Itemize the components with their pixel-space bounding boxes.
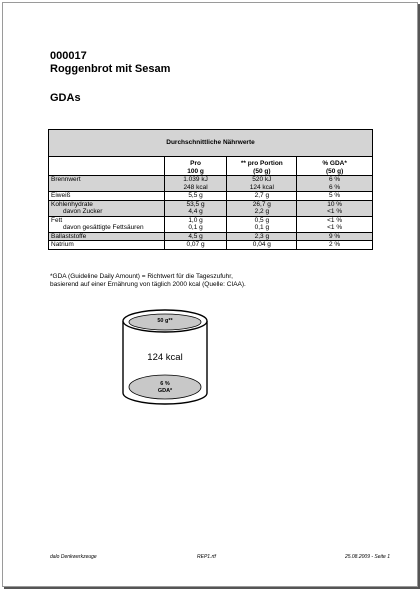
gda-portion-label: 50 g** <box>157 318 173 324</box>
gda-percent: 6 % GDA* <box>157 381 173 394</box>
footnote: *GDA (Guideline Daily Amount) = Richtwert für die Tageszufuhr, basierend auf einer Ernährung von täglich 2000 kcal (Quelle: CIAA). <box>50 273 246 288</box>
table-row: Eiweiß 5,5 g 2,7 g 5 % <box>49 192 373 201</box>
column-header-gda: % GDA* (50 g) <box>297 157 373 176</box>
table-row: Ballaststoffe 4,5 g 2,3 g 9 % <box>49 232 373 241</box>
document-title: Roggenbrot mit Sesam <box>50 63 171 75</box>
nutrition-table <box>48 129 373 250</box>
column-header-nutrient <box>49 157 165 176</box>
table-row: Natrium 0,07 g 0,04 g 2 % <box>49 241 373 250</box>
footer-filename: REP1.rtf <box>197 554 216 560</box>
gda-kcal-value: 124 kcal <box>147 352 183 363</box>
table-row: Brennwert 1.039 kJ 248 kcal 520 kJ 124 kcal 6 % 6 % <box>49 176 373 192</box>
table-row: Kohlenhydrate davon Zucker 53,5 g 4,4 g 26,7 g 2,2 g 10 % <1 % <box>49 200 373 216</box>
footer-company: dalo Denkwerkzeuge <box>50 554 97 560</box>
column-header-row <box>49 157 373 176</box>
table-row: Fett davon gesättigte Fettsäuren 1,0 g 0,1 g 0,5 g 0,1 g <1 % <1 % <box>49 216 373 232</box>
table-caption-row <box>49 130 373 157</box>
column-header-per-portion: ** pro Portion (50 g) <box>227 157 297 176</box>
table-caption: Durchschnittliche Nährwerte <box>49 130 373 157</box>
section-heading: GDAs <box>50 92 81 104</box>
page-frame <box>2 2 418 587</box>
footer-date-page: 25.08.2009 - Seite 1 <box>344 554 390 560</box>
column-header-per-100g: Pro 100 g <box>164 157 227 176</box>
document-id: 000017 <box>50 50 87 62</box>
